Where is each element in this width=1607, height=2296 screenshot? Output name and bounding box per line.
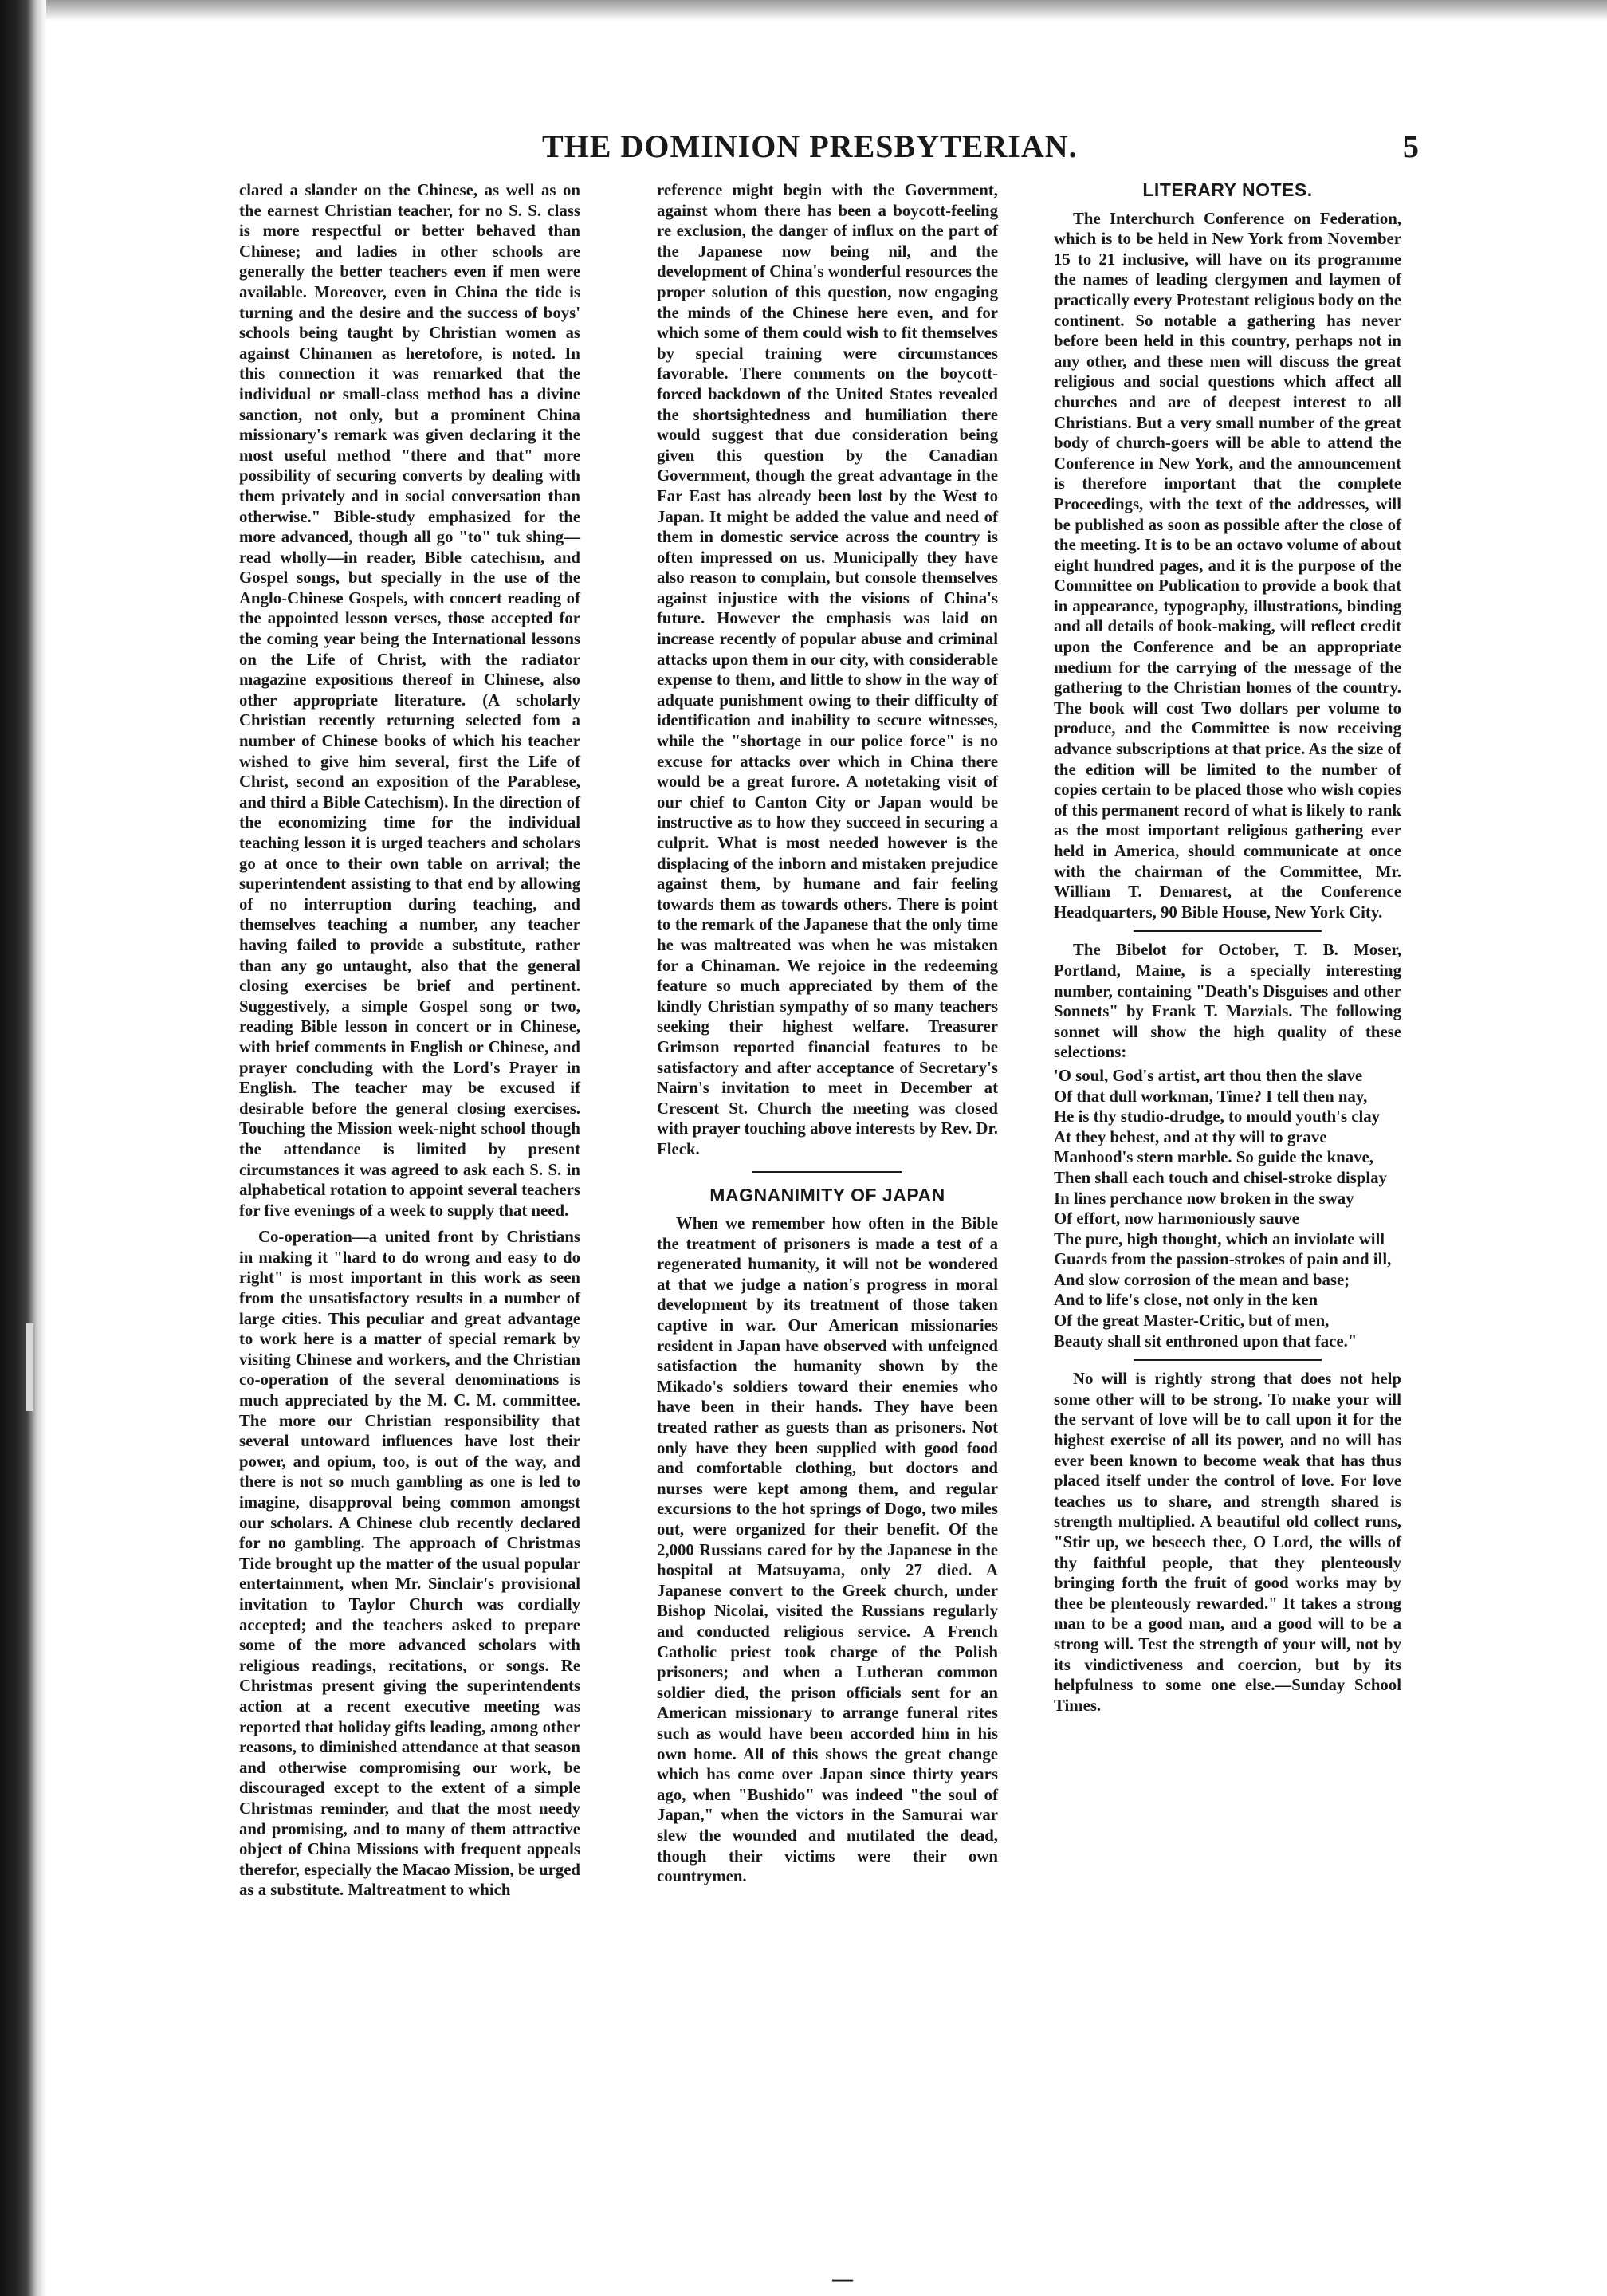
sonnet-line: Of the great Master-Critic, but of men,: [1054, 1311, 1330, 1331]
col3-paragraph-1: The Interchurch Conference on Federation, which is to be held in New York from November 15 to 21 inclusive, will have on its programme the names of leading clergymen and laymen of practically every Protestant religious body on the continent. So notable a gathering has never before been held in this country, perhaps not in any other, and these men will discuss the great religious and social questions which affect all churches and are of deepest interest to all Christians. But a very small number of the great body of church-goers will be able to attend the Conference in New York, and the announcement is therefore important that the complete Proceedings, with the text of the addresses, will be published as soon as possible after the close of the meeting. It is to be an octavo volume of about eight hundred pages, and it is the purpose of the Committee on Publication to provide a book that in appearance, typography, illustrations, binding and all details of book-making, will reflect credit upon the Conference and be an appropriate medium for the carrying of the message of the gathering to the Christian homes of the country. The book will cost Two dollars per volume to produce, and the Committee is now receiving advance subscriptions at that price. As the size of the edition will be limited to the number of copies certain to be placed those who wish copies of this permanent record of what is likely to rank as the most important religious gathering ever held in America, should communicate at once with the chairman of the Committee, Mr. William T. Demarest, at the Conference Headquarters, 90 Bible House, New York City.: [1054, 209, 1401, 922]
newspaper-page: [239, 120, 1435, 2290]
footer-mark: —: [832, 2267, 853, 2290]
sonnet-line: In lines perchance now broken in the sway: [1054, 1189, 1354, 1208]
column-2: [657, 180, 998, 1887]
sonnet-line: Of effort, now harmoniously sauve: [1054, 1209, 1299, 1229]
running-head: [239, 128, 1435, 175]
sonnet-line: He is thy studio-drudge, to mould youth's clay: [1054, 1107, 1381, 1126]
col2-paragraph-1: reference might begin with the Government, against whom there has been a boycott-feeling re exclusion, the danger of influx on the part of the Japanese now being nil, and the development of China's wonderful resources the proper solution of this question, now engaging the minds of the Chinese here even, and for which some of them could wish to fit themselves by special training were circumstances favorable. There comments on the boycott-forced backdown of the United States revealed the shortsightedness and humiliation there would suggest that due consideration being given this question by the Canadian Government, though the great advantage in the Far East has already been lost by the West to Japan. It might be added the value and need of them in domestic service across the country is often impressed on us. Municipally they have also reason to complain, but console themselves against injustice with the visions of China's future. However the emphasis was laid on increase recently of popular abuse and criminal attacks upon them in our city, with considerable expense to them, and little to show in the way of adquate punishment owing to their difficulty of identification and inability to secure witnesses, while the "shortage in our police force" is no excuse for attacks over which in China there would be a great furore. A notetaking visit of our chief to Canton City or Japan would be instructive as to how they succeed in securing a culprit. What is most needed however is the displacing of the inborn and mistaken prejudice against them, by humane and fair feeling towards them as towards others. There is point to the remark of the Japanese that the only time he was maltreated was when he was mistaken for a Chinaman. We rejoice in the redeeming feature so much appreciated by them of the kindly Christian sympathy of so many teachers seeking their highest welfare. Treasurer Grimson reported financial features to be satisfactory and after acceptance of Secretary's Nairn's invitation to meet in December at Crescent St. Church the meeting was closed with prayer touching above interests by Rev. Dr. Fleck.: [657, 181, 998, 1158]
column-3: [1054, 180, 1401, 1716]
sonnet-line: Guards from the passion-strokes of pain and ill,: [1054, 1250, 1392, 1269]
column-1: [239, 180, 580, 1901]
col1-paragraph-2: Co-operation—a united front by Christians in making it "hard to do wrong and easy to do right" is most important in this work as seen from the unsatisfactory results in a number of large cities. This peculiar and great advantage to work here is a matter of special remark by visiting Chinese and workers, and the Christian co-operation of the several denominations is much appreciated by the M. C. M. committee. The more our Christian responsibility that several untoward influences have lost their power, and opium, too, is out of the way, and there is not so much gambling as one is led to imagine, disapproval being common amongst our scholars. A Chinese club recently declared for no gambling. The approach of Christmas Tide brought up the matter of the usual popular entertainment, when Mr. Sinclair's provisional invitation to Taylor Church was cordially accepted; and the teachers asked to prepare some of the more advanced scholars with religious readings, recitations, or songs. Re Christmas present giving the superintendents action at a recent executive meeting was reported that holiday gifts leading, among other reasons, to diminished attendance at that season and otherwise compromising our work, be discouraged except to the extent of a simple Christmas reminder, and that the most needy and promising, and to many of them attractive object of China Missions with frequent appeals therefor, especially the Macao Mission, be urged as a substitute. Maltreatment to which: [239, 1228, 580, 1900]
sonnet-line: And slow corrosion of the mean and base;: [1054, 1270, 1350, 1289]
col2-paragraph-2: When we remember how often in the Bible the treatment of prisoners is made a test of a regenerated humanity, it will not be wondered at that we judge a nation's progress in moral development by its treatment of those taken captive in war. Our American missionaries resident in Japan have observed with unfeigned satisfaction the humanity shown by the Mikado's soldiers toward their enemies who have been in their hands. They have been treated rather as guests than as prisoners. Not only have they been supplied with good food and comfortable clothing, but doctors and nurses were kept among them, and regular excursions to the hot springs of Dogo, two miles out, were organized for their benefit. Of the 2,000 Russians cared for by the Japanese in the hospital at Matsuyama, only 27 died. A Japanese convert to the Greek church, under Bishop Nicolai, visited the Russians regularly and conducted religious service. A French Catholic priest took charge of the Polish prisoners; and when a Lutheran common soldier died, the prison officials sent for an American missionary to arrange funeral rites such as would have been accorded him in his own home. All of this shows the great change which has come over Japan since thirty years ago, when "Bushido" was indeed "the soul of Japan," when the victors in the Samurai war slew the wounded and mutilated the dead, though their victims were their own countrymen.: [657, 1214, 998, 1886]
sonnet-line: Beauty shall sit enthroned upon that face.": [1054, 1331, 1358, 1350]
section-divider: [752, 1171, 902, 1173]
sonnet: [1054, 1066, 1401, 1351]
section-divider: [1134, 1359, 1322, 1361]
col3-paragraph-2: The Bibelot for October, T. B. Moser, Portland, Maine, is a specially interesting number, containing "Death's Disguises and other Sonnets" by Frank T. Marzials. The following sonnet will show the high quality of these selections:: [1054, 941, 1401, 1062]
article-heading-literary-notes: LITERARY NOTES.: [1142, 179, 1313, 200]
article-heading-magnanimity: MAGNANIMITY OF JAPAN: [709, 1184, 945, 1205]
sonnet-line: Manhood's stern marble. So guide the knave,: [1054, 1148, 1373, 1167]
col3-paragraph-3: No will is rightly strong that does not help some other will to be strong. To make your will the servant of love will be to call upon it for the highest exercise of all its power, and no will has ever been known to become weak that has thus placed itself under the control of love. For love teaches us to share, and strength shared is strength multiplied. A beautiful old collect runs, "Stir up, we beseech thee, O Lord, the wills of thy faithful people, that they plenteously bringing forth the fruit of good works may by thee be plenteously rewarded." It takes a strong man to be a good man, and a good will to be a strong will. Test the strength of your will, not by its vindictiveness and coercion, but by its helpfulness to some one else.—Sunday School Times.: [1054, 1370, 1401, 1715]
col1-paragraph-1: clared a slander on the Chinese, as well as on the earnest Christian teacher, for no S. S. class is more respectful or better behaved than Chinese; and ladies in other schools are generally the better teachers even if men were available. Moreover, even in China the tide is turning and the desire and the success of boys' schools being taught by Christian women as against Chinamen as heretofore, is noted. In this connection it was remarked that the individual or small-class method has a divine sanction, not only, but a prominent China missionary's remark was given declaring it the most useful method "there and that" more possibility of securing converts by dealing with them privately and in social conversation than otherwise." Bible-study emphasized for the more advanced, though all go "to" tuk shing—read wholly—in reader, Bible catechism, and Gospel songs, but specially in the use of the Anglo-Chinese Gospels, with concert reading of the appointed lesson verses, those accepted for the coming year being the International lessons on the Life of Christ, with the radiator magazine expositions thereof in Chinese, also other appropriate literature. (A scholarly Christian recently returning selected fom a number of Chinese books of which his teacher wished to give him several, first the Life of Christ, second an exposition of the Parablese, and third a Bible Catechism). In the direction of the economizing time for the individual teaching lesson it is urged teachers and scholars go at once to their own table on arrival; the superintendent assisting to that end by allowing of no interruption during teaching, and themselves teaching a number, any teacher having failed to provide a substitute, rather than any go untaught, also that the general closing exercises be brief and pertinent. Suggestively, a simple Gospel song or two, reading Bible lesson in concert or in Chinese, with brief comments in English or Chinese, and prayer concluding with the Lord's Prayer in English. The teacher may be excused if desirable before the general closing exercises. Touching the Mission week-night school though the attendance is limited by present circumstances it was agreed to ask each S. S. in alphabetical rotation to appoint several teachers for five evenings of a week to supply that need.: [239, 181, 580, 1220]
sonnet-line: The pure, high thought, which an inviolate will: [1054, 1229, 1385, 1248]
scan-margin-mark: [26, 1323, 33, 1411]
page-number: 5: [1403, 128, 1419, 164]
sonnet-line: Of that dull workman, Time? I tell then nay,: [1054, 1087, 1368, 1106]
section-divider: [1134, 930, 1322, 932]
scan-binding-edge: [0, 0, 46, 2296]
sonnet-line: And to life's close, not only in the ken: [1054, 1291, 1318, 1310]
sonnet-line: At they behest, and at thy will to grave: [1054, 1127, 1327, 1146]
publication-title: THE DOMINION PRESBYTERIAN.: [542, 128, 1078, 164]
scan-top-shadow: [0, 0, 1607, 21]
sonnet-line: 'O soul, God's artist, art thou then the slave: [1054, 1066, 1363, 1085]
sonnet-line: Then shall each touch and chisel-stroke display: [1054, 1168, 1387, 1187]
